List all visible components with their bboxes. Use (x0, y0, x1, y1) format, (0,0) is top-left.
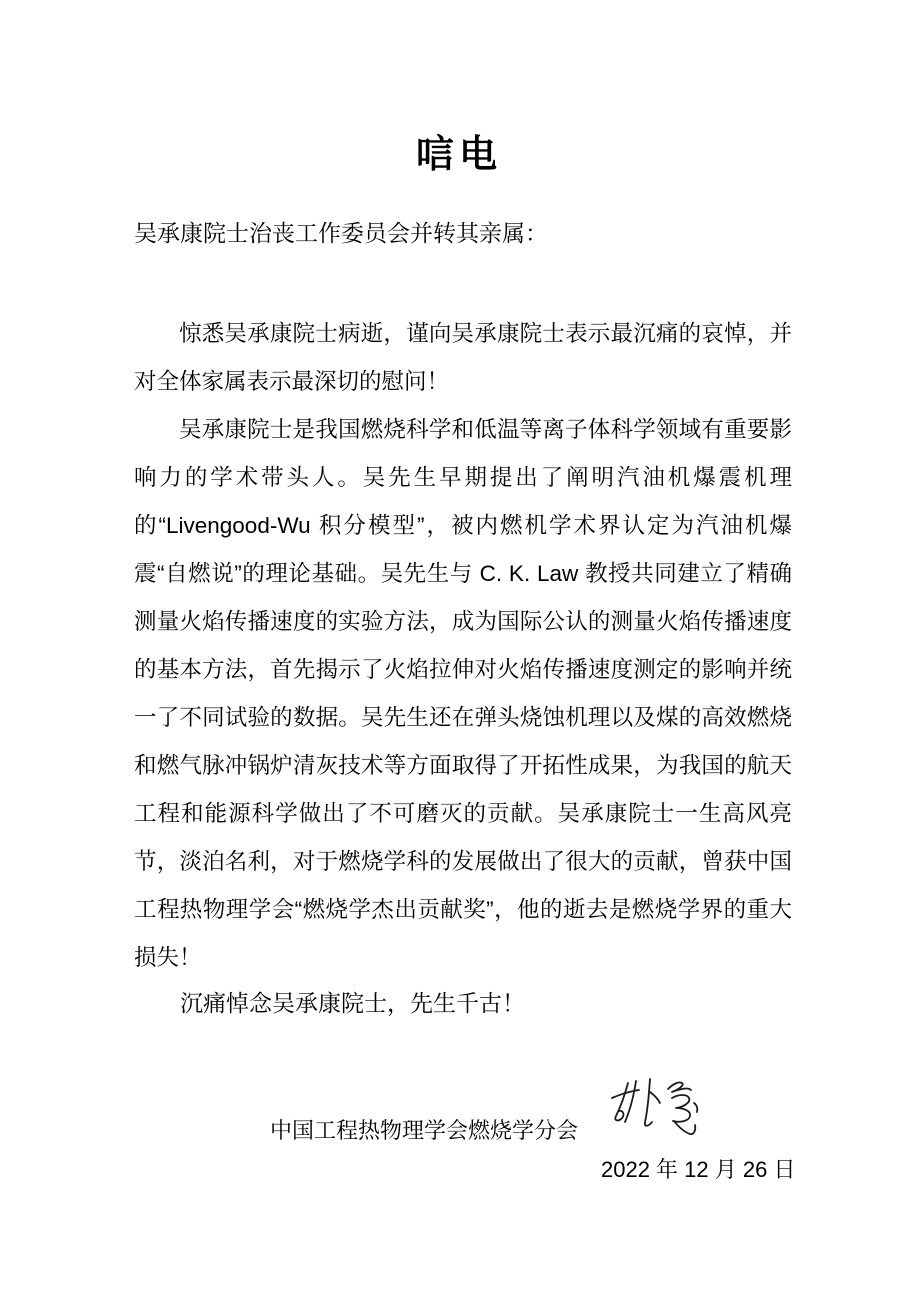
body-paragraph-1: 惊悉吴承康院士病逝，谨向吴承康院士表示最沉痛的哀悼，并对全体家属表示最深切的慰问！ (134, 321, 792, 394)
letter-body (134, 310, 792, 982)
document-title: 唁电 (415, 134, 502, 177)
body-paragraph-2: 吴承康院士是我国燃烧科学和低温等离子体科学领域有重要影响力的学术带头人。吴先生早期提出了阐明汽油机爆震机理的“Livengood-Wu 积分模型”，被内燃机学术界认定为汽油机爆震“自燃说”的理论基础。吴先生与 C. K. Law 教授共同建立了精确测量火焰传播速度的实验方法，成为国际公认的测量火焰传播速度的基本方法，首先揭示了火焰拉伸对火焰传播速度测定的影响并统一了不同试验的数据。吴先生还在弹头烧蚀机理以及煤的高效燃烧和燃气脉冲锅炉清灰技术等方面取得了开拓性成果，为我国的航天工程和能源科学做出了不可磨灭的贡献。吴承康院士一生高风亮节，淡泊名利，对于燃烧学科的发展做出了很大的贡献，曾获中国工程热物理学会“燃烧学杰出贡献奖”，他的逝去是燃烧学界的重大损失！ (134, 417, 792, 970)
signature-organization: 中国工程热物理学会燃烧学分会 (270, 1118, 579, 1143)
closing-tribute-line: 沉痛悼念吴承康院士，先生千古！ (180, 990, 525, 1016)
handwritten-signature-icon (608, 1076, 706, 1140)
signature-date: 2022 年 12 月 26 日 (601, 1157, 796, 1182)
salutation-line: 吴承康院士治丧工作委员会并转其亲属： (134, 220, 548, 246)
